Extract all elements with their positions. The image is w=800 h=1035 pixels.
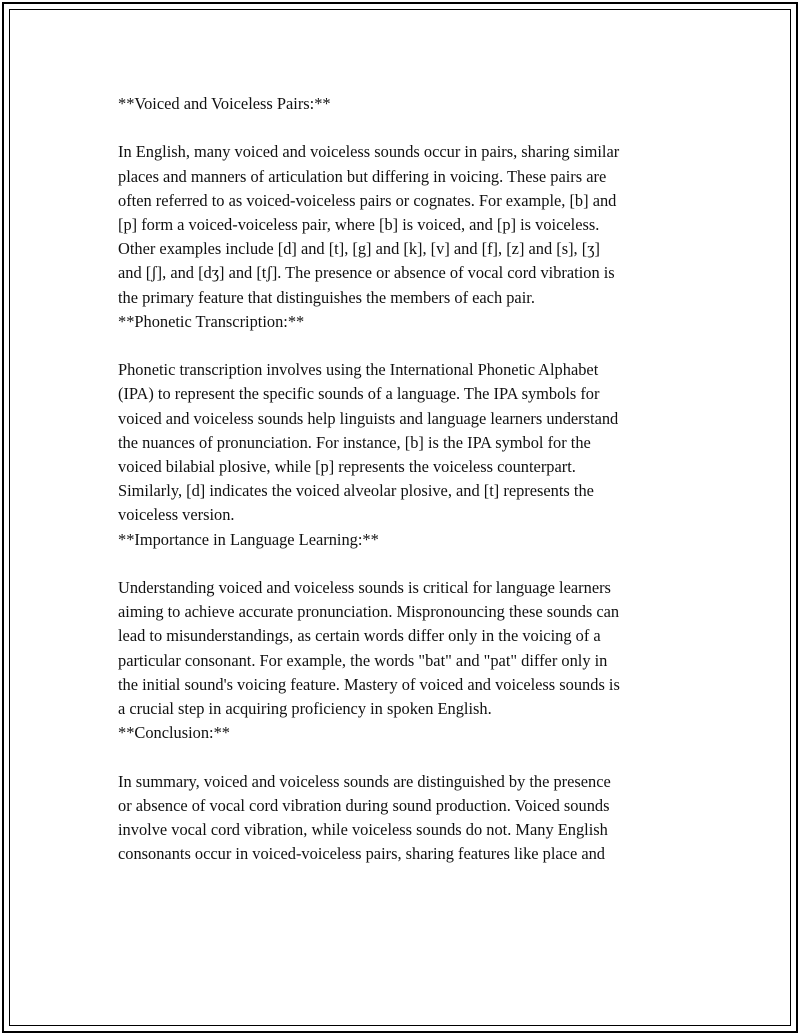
doc-section bbox=[118, 721, 688, 866]
paragraph-line: Understanding voiced and voiceless sounds is critical for language learners bbox=[118, 578, 611, 598]
paragraph-line: particular consonant. For example, the words "bat" and "pat" differ only in bbox=[118, 650, 608, 670]
section-paragraph bbox=[118, 770, 688, 867]
paragraph-line: Phonetic transcription involves using the International Phonetic Alphabet bbox=[118, 360, 599, 380]
paragraph-line: a crucial step in acquiring proficiency in spoken English. bbox=[118, 699, 492, 719]
paragraph-line: aiming to achieve accurate pronunciation. Mispronouncing these sounds can bbox=[118, 602, 620, 622]
paragraph-line: [p] form a voiced-voiceless pair, where [b] is voiced, and [p] is voiceless. bbox=[118, 215, 600, 234]
paragraph-line: the initial sound's voicing feature. Mastery of voiced and voiceless sounds is bbox=[118, 674, 620, 694]
section-paragraph bbox=[118, 358, 688, 527]
paragraph-line: the nuances of pronunciation. For instance, [b] is the IPA symbol for the bbox=[118, 432, 591, 452]
paragraph-line: voiced and voiceless sounds help linguists and language learners understand bbox=[118, 408, 619, 428]
paragraph-line: Similarly, [d] indicates the voiced alveolar plosive, and [t] represents the bbox=[118, 481, 594, 501]
section-heading: **Conclusion:** bbox=[118, 723, 231, 743]
paragraph-line: involve vocal cord vibration, while voiceless sounds do not. Many English bbox=[118, 820, 608, 840]
paragraph-line: lead to misunderstandings, as certain words differ only in the voicing of a bbox=[118, 626, 601, 646]
paragraph-line: often referred to as voiced-voiceless pairs or cognates. For example, [b] and bbox=[118, 190, 617, 210]
doc-section bbox=[118, 310, 688, 528]
document-body bbox=[118, 92, 688, 866]
section-heading: **Importance in Language Learning:** bbox=[118, 529, 379, 549]
paragraph-line: voiced bilabial plosive, while [p] represents the voiceless counterpart. bbox=[118, 457, 576, 477]
paragraph-line: In summary, voiced and voiceless sounds are distinguished by the presence bbox=[118, 771, 611, 791]
doc-section bbox=[118, 528, 688, 722]
paragraph-line: or absence of vocal cord vibration during sound production. Voiced sounds bbox=[118, 795, 610, 815]
paragraph-line: In English, many voiced and voiceless sounds occur in pairs, sharing similar bbox=[118, 142, 620, 162]
section-heading: **Phonetic Transcription:** bbox=[118, 311, 305, 331]
paragraph-line: the primary feature that distinguishes the members of each pair. bbox=[118, 287, 535, 307]
paragraph-line: voiceless version. bbox=[118, 505, 235, 525]
paragraph-line: places and manners of articulation but differing in voicing. These pairs are bbox=[118, 166, 607, 186]
section-paragraph bbox=[118, 576, 688, 721]
doc-section bbox=[118, 92, 688, 310]
section-heading: **Voiced and Voiceless Pairs:** bbox=[118, 94, 331, 113]
section-paragraph bbox=[118, 140, 688, 309]
paragraph-line: (IPA) to represent the specific sounds of a language. The IPA symbols for bbox=[118, 384, 600, 404]
paragraph-line: consonants occur in voiced-voiceless pairs, sharing features like place and bbox=[118, 844, 605, 864]
paragraph-line: Other examples include [d] and [t], [g] and [k], [v] and [f], [z] and [s], [ʒ] bbox=[118, 239, 600, 259]
paragraph-line: and [ʃ], and [dʒ] and [tʃ]. The presence or absence of vocal cord vibration is bbox=[118, 263, 615, 283]
